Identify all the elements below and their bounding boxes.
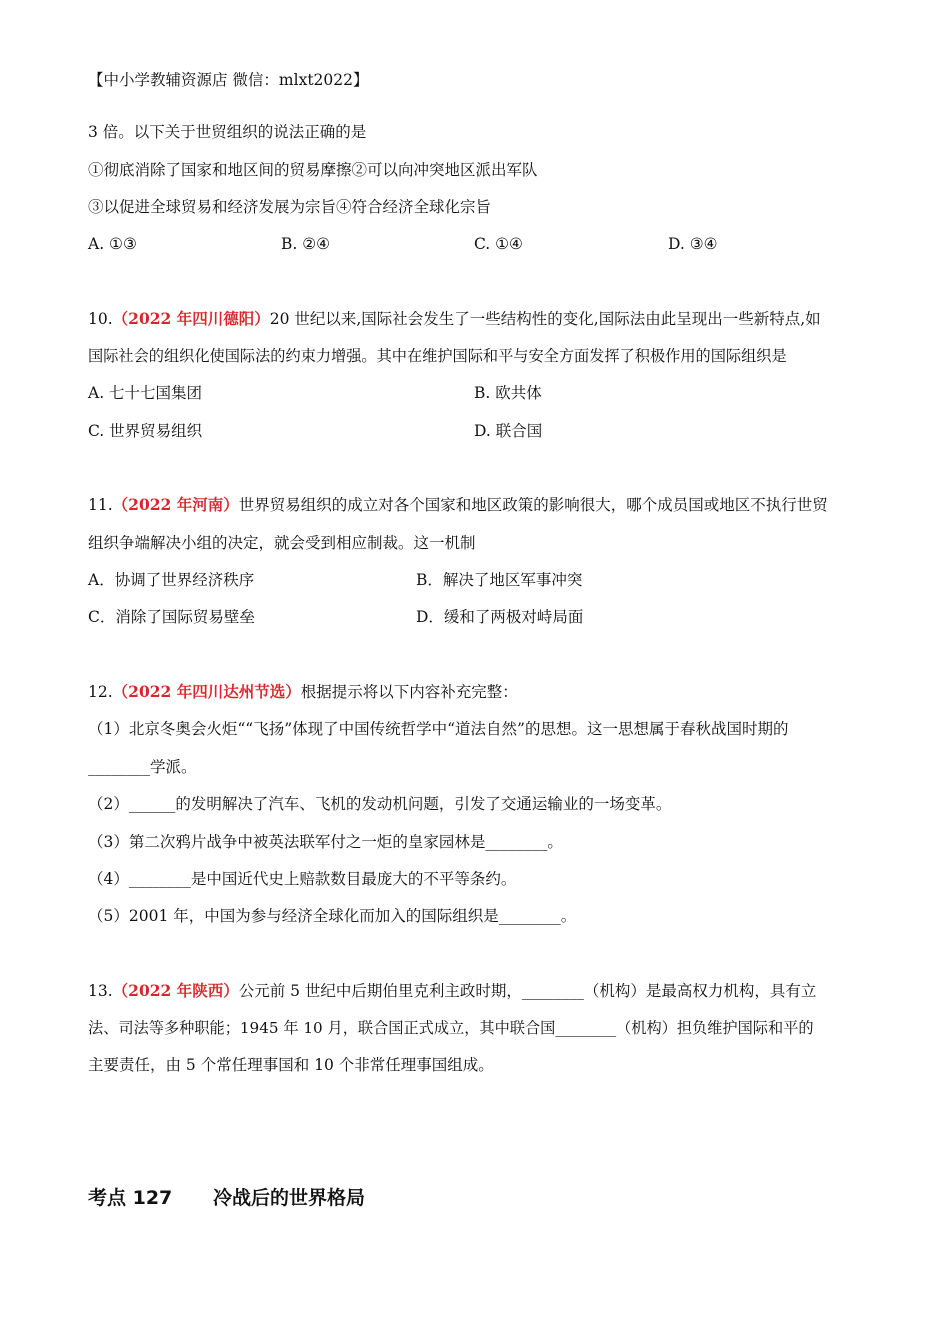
q9-items-2: ③以促进全球贸易和经济发展为宗旨④符合经济全球化宗旨 xyxy=(88,198,492,216)
section-heading xyxy=(88,1183,365,1210)
q13-line-2: 法、司法等多种职能；1945 年 10 月，联合国正式成立，其中联合国________（机构）担负维护国际和平的 xyxy=(88,1019,814,1037)
q11-line-2: 组织争端解决小组的决定，就会受到相应制裁。这一机制 xyxy=(88,534,476,552)
q12-intro: 根据提示将以下内容补充完整： xyxy=(300,683,518,701)
q12-part-3: （3）第二次鸦片战争中被英法联军付之一炬的皇家园林是________。 xyxy=(88,833,563,851)
q10-line-1 xyxy=(88,309,821,329)
q9-option-b: B. ②④ xyxy=(281,235,331,253)
section-title: 冷战后的世界格局 xyxy=(213,1187,366,1209)
q12-number: 12. xyxy=(88,683,113,701)
q10-source: （2022 年四川德阳） xyxy=(112,309,270,328)
q12-part-1b: ________学派。 xyxy=(88,758,197,776)
q9-option-a: A. ①③ xyxy=(88,235,137,253)
q12-source: （2022 年四川达州节选） xyxy=(112,682,301,701)
q13-line-3: 主要责任，由 5 个常任理事国和 10 个非常任理事国组成。 xyxy=(88,1056,494,1074)
q13-source: （2022 年陕西） xyxy=(112,981,239,1000)
q13-number: 13. xyxy=(88,982,113,1000)
q9-option-d: D. ③④ xyxy=(668,235,718,253)
q11-line-1 xyxy=(88,495,828,515)
q9-option-c: C. ①④ xyxy=(474,235,523,253)
q12-part-1a: （1）北京冬奥会火炬““飞扬”体现了中国传统哲学中“道法自然”的思想。这一思想属于春秋战国时期的 xyxy=(88,720,789,738)
q12-part-2: （2）______的发明解决了汽车、飞机的发动机问题，引发了交通运输业的一场变革。 xyxy=(88,795,672,813)
q11-source: （2022 年河南） xyxy=(112,495,239,514)
q10-number: 10. xyxy=(88,310,113,328)
q10-option-d: D. 联合国 xyxy=(474,422,543,440)
q10-line-2: 国际社会的组织化使国际法的约束力增强。其中在维护国际和平与安全方面发挥了积极作用的国际组织是 xyxy=(88,347,787,365)
q10-option-b: B. 欧共体 xyxy=(474,384,542,402)
header-shop-info: 【中小学教辅资源店 微信：mlxt2022】 xyxy=(88,71,369,89)
q12-line-1 xyxy=(88,682,518,702)
q12-part-4: （4）________是中国近代史上赔款数目最庞大的不平等条约。 xyxy=(88,870,517,888)
section-label: 考点 127 xyxy=(88,1187,173,1209)
q11-option-c: C．消除了国际贸易壁垒 xyxy=(88,608,255,626)
q11-option-a: A．协调了世界经济秩序 xyxy=(88,571,255,589)
q10-option-a: A. 七十七国集团 xyxy=(88,384,203,402)
q11-option-d: D．缓和了两极对峙局面 xyxy=(416,608,584,626)
q9-items-1: ①彻底消除了国家和地区间的贸易摩擦②可以向冲突地区派出军队 xyxy=(88,161,538,179)
q13-text-1: 公元前 5 世纪中后期伯里克利主政时期，________（机构）是最高权力机构，具有立 xyxy=(238,982,817,1000)
q11-text-1: 世界贸易组织的成立对各个国家和地区政策的影响很大，哪个成员国或地区不执行世贸 xyxy=(238,496,828,514)
q11-option-b: B．解决了地区军事冲突 xyxy=(416,571,583,589)
q10-text-1: 20 世纪以来,国际社会发生了一些结构性的变化,国际法由此呈现出一些新特点,如 xyxy=(269,310,821,328)
q10-option-c: C. 世界贸易组织 xyxy=(88,422,203,440)
q9-stem: 3 倍。以下关于世贸组织的说法正确的是 xyxy=(88,123,367,141)
q12-part-5: （5）2001 年，中国为参与经济全球化而加入的国际组织是________。 xyxy=(88,907,577,925)
q11-number: 11. xyxy=(88,496,113,514)
q13-line-1 xyxy=(88,981,816,1001)
